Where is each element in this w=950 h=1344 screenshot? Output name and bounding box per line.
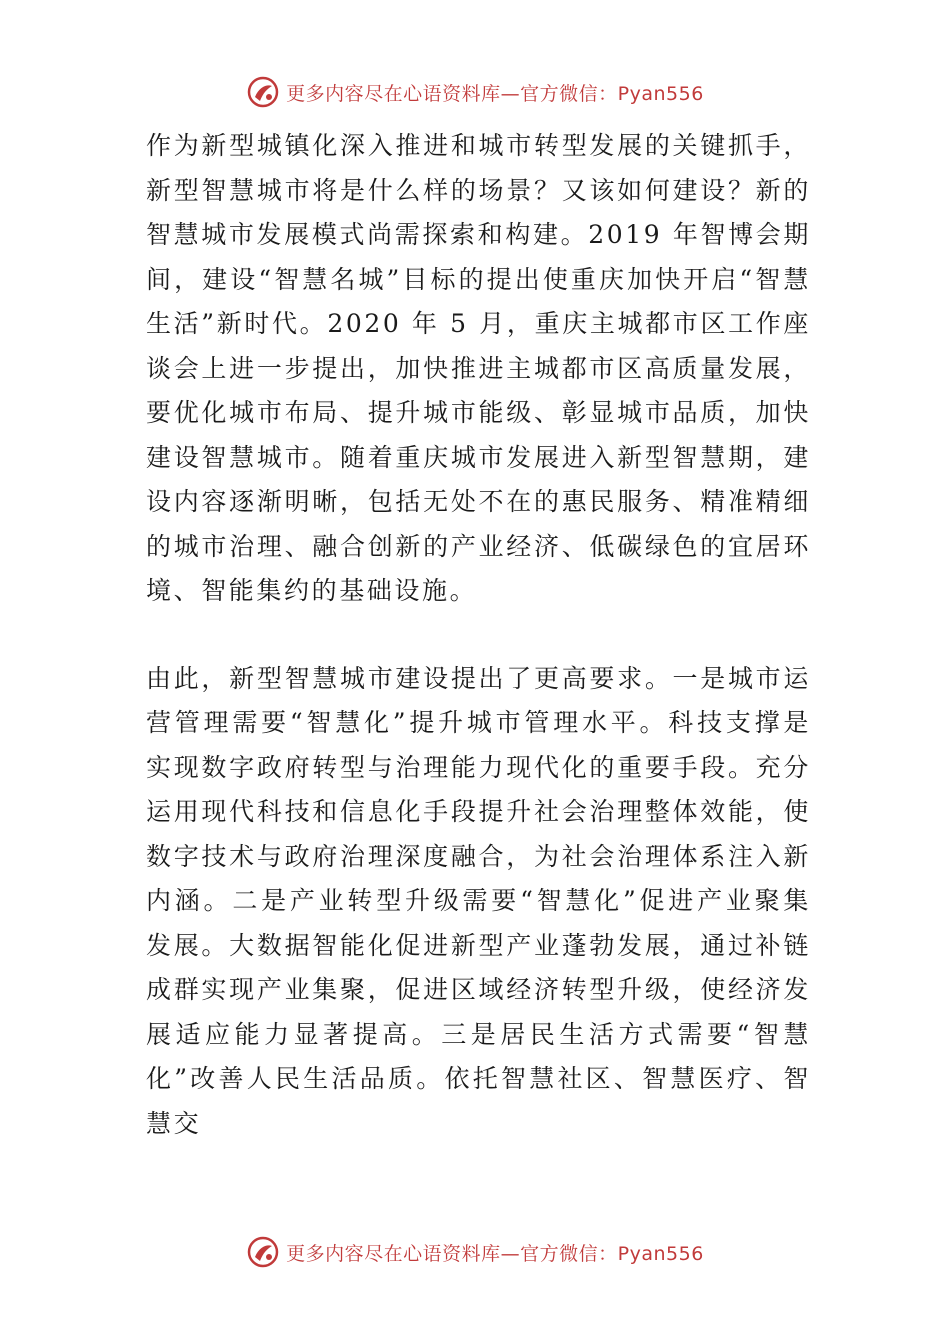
document-body: [146, 124, 811, 1146]
paragraph-2: 由此，新型智慧城市建设提出了更高要求。一是城市运营管理需要“智慧化”提升城市管理水平。科技支撑是实现数字政府转型与治理能力现代化的重要手段。充分运用现代科技和信息化手段提升社会治理整体效能，使数字技术与政府治理深度融合，为社会治理体系注入新内涵。二是产业转型升级需要“智慧化”促进产业聚集发展。大数据智能化促进新型产业蓬勃发展，通过补链成群实现产业集聚，促进区域经济转型升级，使经济发展适应能力显著提高。三是居民生活方式需要“智慧化”改善人民生活品质。依托智慧社区、智慧医疗、智慧交: [146, 663, 811, 1138]
paragraph-1: 作为新型城镇化深入推进和城市转型发展的关键抓手，新型智慧城市将是什么样的场景？又该如何建设？新的智慧城市发展模式尚需探索和构建。2019 年智博会期间，建设“智慧名城”目标的提出使重庆加快开启“智慧生活”新时代。2020 年 5 月，重庆主城都市区工作座谈会上进一步提出，加快推进主城都市区高质量发展，要优化城市布局、提升城市能级、彰显城市品质，加快建设智慧城市。随着重庆城市发展进入新型智慧期，建设内容逐渐明晰，包括无处不在的惠民服务、精准精细的城市治理、融合创新的产业经济、低碳绿色的宜居环境、智能集约的基础设施。: [146, 131, 811, 605]
footer-banner: [0, 1232, 950, 1272]
footer-banner-text: 更多内容尽在心语资料库—官方微信：Pyan556: [286, 1242, 704, 1265]
header-banner: [0, 72, 950, 112]
header-banner-text: 更多内容尽在心语资料库—官方微信：Pyan556: [286, 82, 704, 105]
red-circle-emblem-icon: [246, 75, 280, 109]
red-circle-emblem-icon: [246, 1235, 280, 1269]
